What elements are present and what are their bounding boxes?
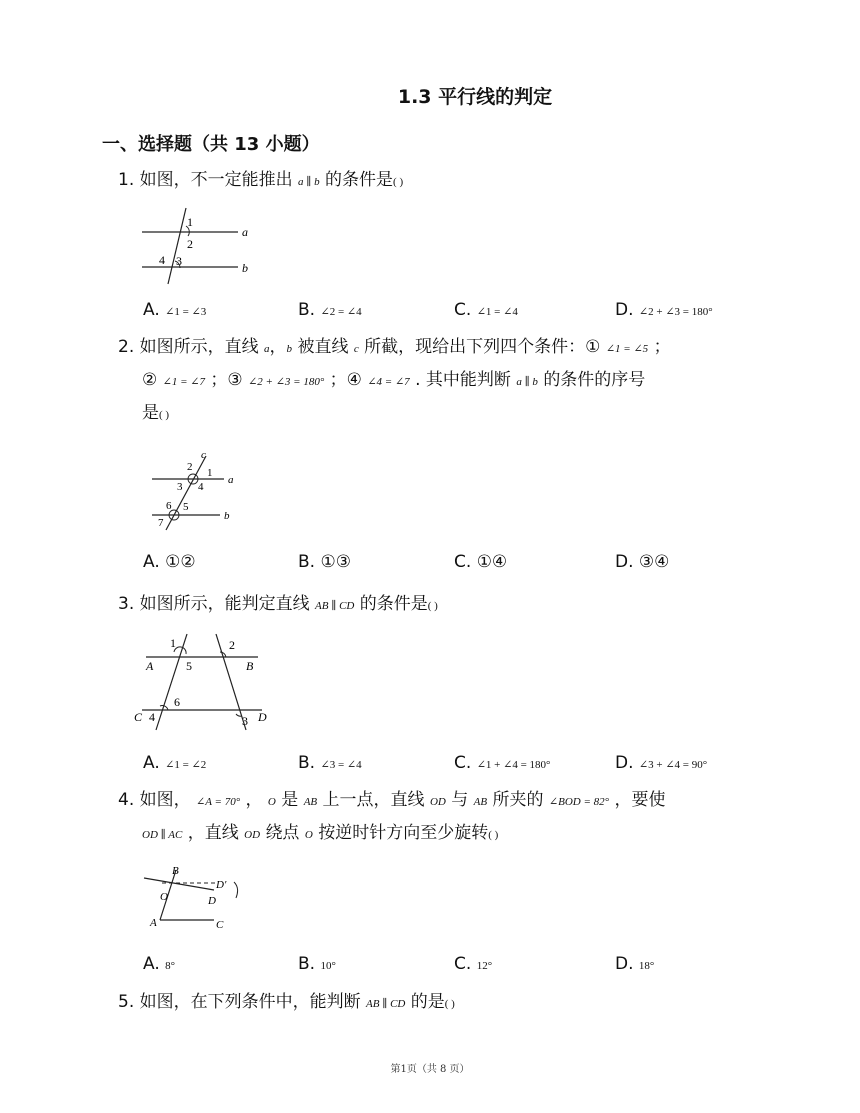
angle-label-4: 4 <box>159 253 165 267</box>
line-label-b: b <box>242 261 248 275</box>
question-4-option-d[interactable] <box>615 954 654 974</box>
question-4-option-c[interactable] <box>454 954 492 974</box>
stem-text: . 其中能判断 <box>415 370 511 390</box>
line-label-b: b <box>224 510 230 522</box>
stem-text: 的条件是 <box>359 594 428 614</box>
option-letter: D. <box>615 753 634 773</box>
math-expr: a ∥ b <box>516 376 538 388</box>
question-1-stem <box>118 165 403 198</box>
point-label-c: C <box>134 710 143 724</box>
angle-label-6: 6 <box>174 695 180 709</box>
math-expr: AB ∥ CD <box>366 998 406 1010</box>
question-1-figure <box>138 202 258 292</box>
option-text: 18° <box>638 960 655 972</box>
option-text: ①③ <box>320 552 351 572</box>
math-expr: ∠BOD = 82° <box>548 796 610 808</box>
question-2-option-c[interactable] <box>454 552 507 572</box>
answer-paren: ( ) <box>393 176 404 188</box>
option-letter: B. <box>298 300 316 320</box>
question-4-option-b[interactable] <box>298 954 336 974</box>
math-expr: OD ∥ AC <box>142 829 183 841</box>
stem-text: 的是 <box>410 992 445 1012</box>
question-1-option-a[interactable] <box>143 300 206 320</box>
stem-text: ，要使 <box>614 790 666 810</box>
line-label-a: a <box>228 474 234 486</box>
question-number: 2. <box>118 337 135 357</box>
question-5-stem <box>118 987 455 1020</box>
question-3-option-b[interactable] <box>298 753 362 773</box>
stem-text: 按逆时针方向至少旋转 <box>318 823 489 843</box>
question-4-stem <box>118 785 778 851</box>
math-var: a <box>264 343 270 355</box>
question-2-option-b[interactable] <box>298 552 351 572</box>
section-heading: 一、选择题（共 13 小题） <box>102 134 320 155</box>
point-label-a: A <box>146 659 154 673</box>
option-text: ∠1 = ∠2 <box>165 759 207 771</box>
stem-text: ；④ <box>329 370 362 390</box>
option-letter: C. <box>454 552 472 572</box>
math-expr: AB <box>473 796 488 808</box>
option-letter: D. <box>615 954 634 974</box>
stem-text: ② <box>142 370 158 390</box>
option-letter: B. <box>298 954 316 974</box>
question-number: 3. <box>118 594 135 614</box>
angle-label-3: 3 <box>176 254 182 268</box>
point-label-d: D <box>208 895 216 907</box>
answer-paren: ( ) <box>444 998 455 1010</box>
line-label-c: c <box>201 449 206 461</box>
math-expr: OD <box>244 829 261 841</box>
option-text: ①④ <box>476 552 508 572</box>
stem-text: 如图所示，直线 <box>139 337 259 357</box>
stem-text: 是 <box>281 790 299 810</box>
stem-text: 所夹的 <box>492 790 544 810</box>
option-letter: D. <box>615 300 634 320</box>
question-1-option-c[interactable] <box>454 300 518 320</box>
question-3-stem <box>118 589 438 622</box>
stem-text: ， <box>269 337 287 357</box>
math-expr: ∠1 = ∠7 <box>162 376 206 388</box>
angle-label-1: 1 <box>170 636 176 650</box>
angle-label-4: 4 <box>198 481 204 493</box>
math-expr: a ∥ b <box>298 176 320 188</box>
document-title: 1.3 平行线的判定 <box>397 86 553 108</box>
stem-text: 与 <box>451 790 469 810</box>
angle-label-2: 2 <box>187 461 193 473</box>
stem-text: 如图，不一定能推出 <box>139 170 293 190</box>
option-letter: B. <box>298 552 316 572</box>
option-letter: C. <box>454 954 472 974</box>
option-text: ∠3 = ∠4 <box>320 759 362 771</box>
question-2-option-d[interactable] <box>615 552 669 572</box>
option-letter: A. <box>143 753 160 773</box>
angle-label-1: 1 <box>187 215 193 229</box>
line-label-a: a <box>242 225 248 239</box>
option-text: ③④ <box>638 552 670 572</box>
option-text: ①② <box>165 552 196 572</box>
stem-text: 如图，在下列条件中，能判断 <box>139 992 361 1012</box>
question-2-option-a[interactable] <box>143 552 196 572</box>
option-letter: C. <box>454 753 472 773</box>
stem-text: 如图， <box>139 790 191 810</box>
point-label-a: A <box>150 917 157 929</box>
angle-label-6: 6 <box>166 500 172 512</box>
stem-text: ，直线 <box>187 823 239 843</box>
math-expr: ∠2 + ∠3 = 180° <box>248 376 325 388</box>
angle-label-3: 3 <box>177 481 183 493</box>
question-3-option-a[interactable] <box>143 753 206 773</box>
angle-label-2: 2 <box>187 237 193 251</box>
option-text: 8° <box>165 960 176 972</box>
question-number: 5. <box>118 992 135 1012</box>
point-label-c: C <box>216 919 224 931</box>
question-number: 4. <box>118 790 135 810</box>
option-letter: A. <box>143 552 160 572</box>
option-letter: D. <box>615 552 634 572</box>
angle-label-7: 7 <box>158 517 164 529</box>
option-text: ∠1 = ∠3 <box>165 306 207 318</box>
math-expr: OD <box>429 796 446 808</box>
math-var: b <box>286 343 293 355</box>
option-letter: B. <box>298 753 316 773</box>
angle-label-5: 5 <box>183 501 189 513</box>
stem-text: ；③ <box>210 370 243 390</box>
math-expr: AB <box>303 796 318 808</box>
answer-paren: ( ) <box>488 829 499 841</box>
question-2-figure <box>146 446 246 532</box>
math-var: c <box>353 343 359 355</box>
question-3-figure <box>132 628 282 733</box>
stem-text: 绕点 <box>265 823 300 843</box>
option-text: ∠2 + ∠3 = 180° <box>638 306 713 318</box>
math-expr: O <box>304 829 313 841</box>
stem-text: 所截，现给出下列四个条件：① <box>364 337 601 357</box>
page-footer: 第1页（共 8 页） <box>390 1064 470 1075</box>
stem-text: ； <box>653 337 671 357</box>
question-3-option-d[interactable] <box>615 753 707 773</box>
option-text: ∠3 + ∠4 = 90° <box>638 759 708 771</box>
point-label-b: B <box>246 659 254 673</box>
angle-label-1: 1 <box>207 467 213 479</box>
option-text: 12° <box>476 960 493 972</box>
stem-text: 如图所示，能判定直线 <box>139 594 310 614</box>
answer-paren: ( ) <box>159 409 170 421</box>
math-expr: O <box>267 796 276 808</box>
question-4-option-a[interactable] <box>143 954 175 974</box>
stem-text: 的条件是 <box>325 170 394 190</box>
math-expr: ∠1 = ∠5 <box>605 343 649 355</box>
question-3-option-c[interactable] <box>454 753 550 773</box>
answer-paren: ( ) <box>427 600 438 612</box>
question-number: 1. <box>118 170 135 190</box>
point-label-d-prime: D′ <box>216 879 227 891</box>
question-1-option-b[interactable] <box>298 300 362 320</box>
point-label-d: D <box>258 710 267 724</box>
stem-text: 的条件的序号 <box>543 370 646 390</box>
stem-text: 被直线 <box>297 337 349 357</box>
stem-text: 上一点，直线 <box>322 790 425 810</box>
option-text: 10° <box>320 960 336 972</box>
math-expr: ∠A = 70° <box>196 796 241 808</box>
question-2-stem <box>118 332 778 431</box>
option-text: ∠1 + ∠4 = 180° <box>476 759 551 771</box>
option-letter: C. <box>454 300 472 320</box>
stem-text: ， <box>245 790 263 810</box>
option-letter: A. <box>143 300 160 320</box>
point-label-b: B <box>172 865 179 877</box>
angle-label-2: 2 <box>229 638 235 652</box>
angle-label-3: 3 <box>242 714 248 728</box>
question-4-figure <box>140 862 250 936</box>
option-text: ∠2 = ∠4 <box>320 306 362 318</box>
question-1-option-d[interactable] <box>615 300 713 320</box>
angle-label-4: 4 <box>149 710 155 724</box>
option-letter: A. <box>143 954 160 974</box>
option-text: ∠1 = ∠4 <box>476 306 518 318</box>
angle-label-5: 5 <box>186 659 192 673</box>
stem-text: 是 <box>142 403 159 423</box>
point-label-o: O <box>160 891 168 903</box>
math-expr: AB ∥ CD <box>315 600 355 612</box>
math-expr: ∠4 = ∠7 <box>367 376 410 388</box>
